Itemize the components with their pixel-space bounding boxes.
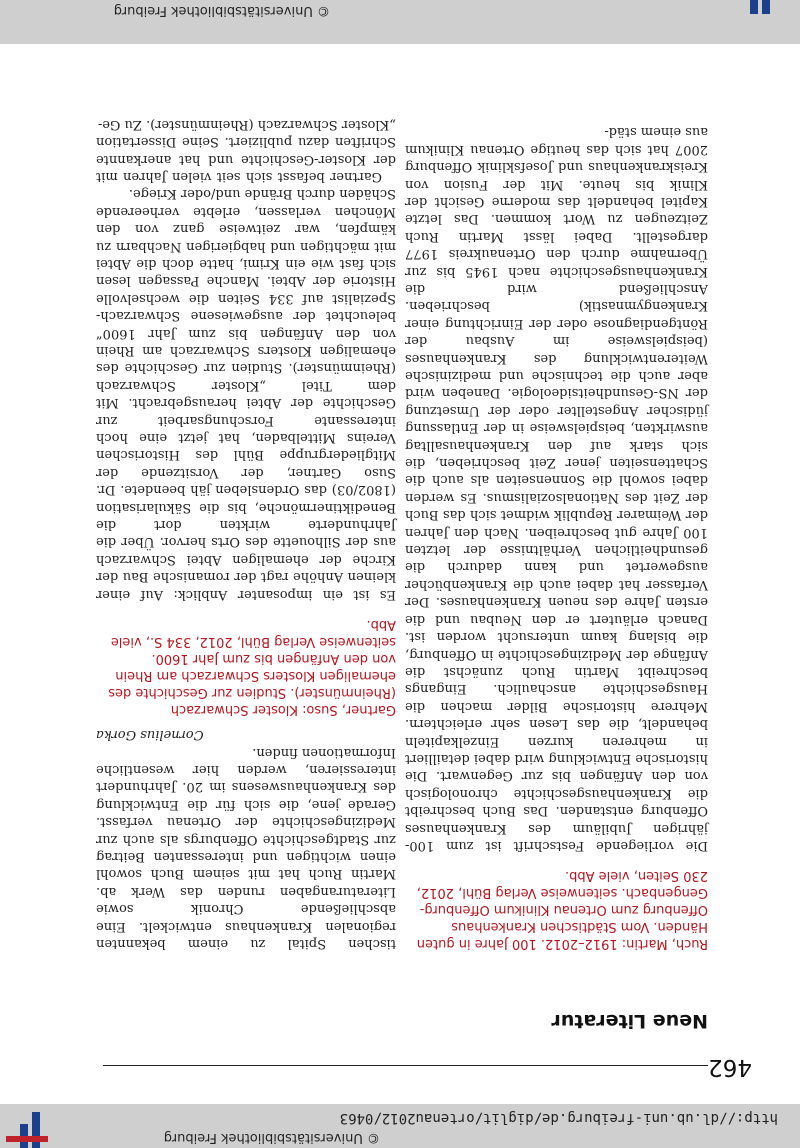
university-logo-icon (0, 1104, 48, 1148)
reviewer-name: Cornelius Gorka (96, 727, 204, 743)
library-credit: © Universitätsbibliothek Freiburg (113, 3, 330, 18)
library-credit: © Universitätsbibliothek Freiburg (163, 1130, 380, 1145)
page-url[interactable]: http://dl.ub.uni-freiburg.de/diglit/ortenau2012/0463 (339, 1110, 778, 1126)
viewer-bottom-bar (0, 0, 800, 44)
header-rule (103, 1065, 708, 1066)
review-paragraph: Die vorliegende Festschrift ist zum 100-jährigen Jubiläum des Krankenhauses Offenburg entstanden. Das Buch beschreibt die Krankenhausgeschichte chronologisch von den Anfängen bis zur Gegenwart. Die historische Entwicklung wird dabei detailliert in mehreren kurzen Einzelkapiteln behandelt, die das Lesen sehr erleichtern. Mehrere historische Bilder machen die Hausgeschichte anschaulich. Eingangs beschreibt Martin Ruch zunächst die Anfänge der Medizingeschichte in Offenburg, die bislang kaum untersucht worden ist. Danach erläutert er den Neubau und die ersten Jahre des neuen Krankenhauses. Der Verfasser hat dabei auch die Krankenbücher ausgewertet und kann dadurch die gesundheitlichen Verhältnisse der letzten 100 Jahre gut beschreiben. Nach den Jahren der Weimarer Republik widmet sich das Buch der Zeit des Nationalsozialismus. Es werden dabei sowohl die Sonnenseiten als auch die Schattenseiten jener Zeit beschrieben, die sich stark auf den Krankenhausalltag auswirkten, beispielsweise in der Entlassung jüdischer Angestellter oder der Umsetzung der NS-Gesundheitsideologie. Daneben wird aber auch die technische und medizinische Weiterentwicklung des Krankenhauses (beispielsweise im Ausbau der Röntgendiagnose oder der Einrichtung einer Krankengymnastik) beschrieben. Anschließend wird die Krankenhausgeschichte nach 1945 bis zur Übernahme durch den Ortenaukreis 1977 dargestellt. Dabei lässt Martin Ruch Zeitzeugen zu Wort kommen. Das letzte Kapitel behandelt das moderne Gesicht der Klinik bis heute. Mit der Fusion von Kreiskrankenhaus und Josefsklinik Offenburg 2007 hat sich das heutige Ortenau Klinikum aus einem städ- (405, 124, 708, 853)
reviewer-signature (96, 726, 396, 743)
right-column (96, 115, 396, 952)
page-number: 462 (708, 1054, 752, 1080)
review-paragraph: Gartner befasst sich seit vielen Jahren mit der Kloster-Geschichte und hat anerkannte Schriften dazu publiziert. Seine Dissertation „Kloster Schwarzach (Rheinmünster). Zu Ge- (96, 116, 396, 184)
review-paragraph: tischen Spital zu einem bekannten regionalen Krankenhaus entwickelt. Eine abschließende Chronik sowie Literaturangaben runden das Werk ab. Martin Ruch hat mit seinem Buch sowohl einen wichtigen und interessanten Beitrag zur Stadtgeschichte Offenburgs als auch zur Medizingeschichte der Ortenau verfasst. Gerade jene, die sich für die Entwicklung des Krankenhauswesens im 20. Jahrhundert interessieren, werden hier wesentliche Informationen finden. (96, 744, 396, 951)
left-column (405, 123, 708, 952)
review-paragraph: Es ist ein imposanter Anblick: Auf einer kleinen Anhöhe ragt der romanische Bau der Kirche der ehemaligen Abtei Schwarzach aus der Silhouette des Orts hervor. Über die Jahrhunderte wirkten dort die Benediktinermönche, bis die Säkularisation (1802/03) das Ordensleben jäh beendete. Dr. Suso Gartner, der Vorsitzende der Mitgliedergruppe Bühl des Historischen Vereins Mittelbaden, hat jetzt eine hoch interessante Forschungsarbeit zur Geschichte der Abtei herausgebracht. Mit dem Titel „Kloster Schwarzach (Rheinmünster). Studien zur Geschichte des ehemaligen Klosters Schwarzach am Rhein von den Anfängen bis zum Jahr 1600“ beleuchtet der ausgewiesene Schwarzach-Spezialist auf 334 Seiten die wechselvolle Historie der Abtei. Manche Passagen lesen sich fast wie ein Krimi, hatte doch die Abtei mit mächtigen und habgierigen Nachbarn zu kämpfen, war zeitweise ganz von den Mönchen verlassen, erlebte verheerende Schäden durch Brände und/oder Kriege. (96, 186, 396, 602)
section-heading: Neue Literatur (551, 1010, 708, 1032)
viewer-top-bar (0, 1104, 800, 1148)
university-logo-icon (728, 0, 778, 18)
review-title: Ruch, Martin: 1912–2012. 100 Jahre in guten Händen. Vom Städtischen Krankenhaus Offenburg zum Ortenau Klinikum Offenburg-Gengenbach. seitenweise Verlag Bühl, 2012, 230 Seiten, viele Abb. (416, 868, 708, 951)
review-title: Gartner, Suso: Kloster Schwarzach (Rheinmünster). Studien zur Geschichte des ehemaligen Klosters Schwarzach am Rhein von den Anfängen bis zum Jahr 1600. seitenweise Verlag Bühl, 2012, 334 S., viele Abb. (108, 616, 396, 717)
